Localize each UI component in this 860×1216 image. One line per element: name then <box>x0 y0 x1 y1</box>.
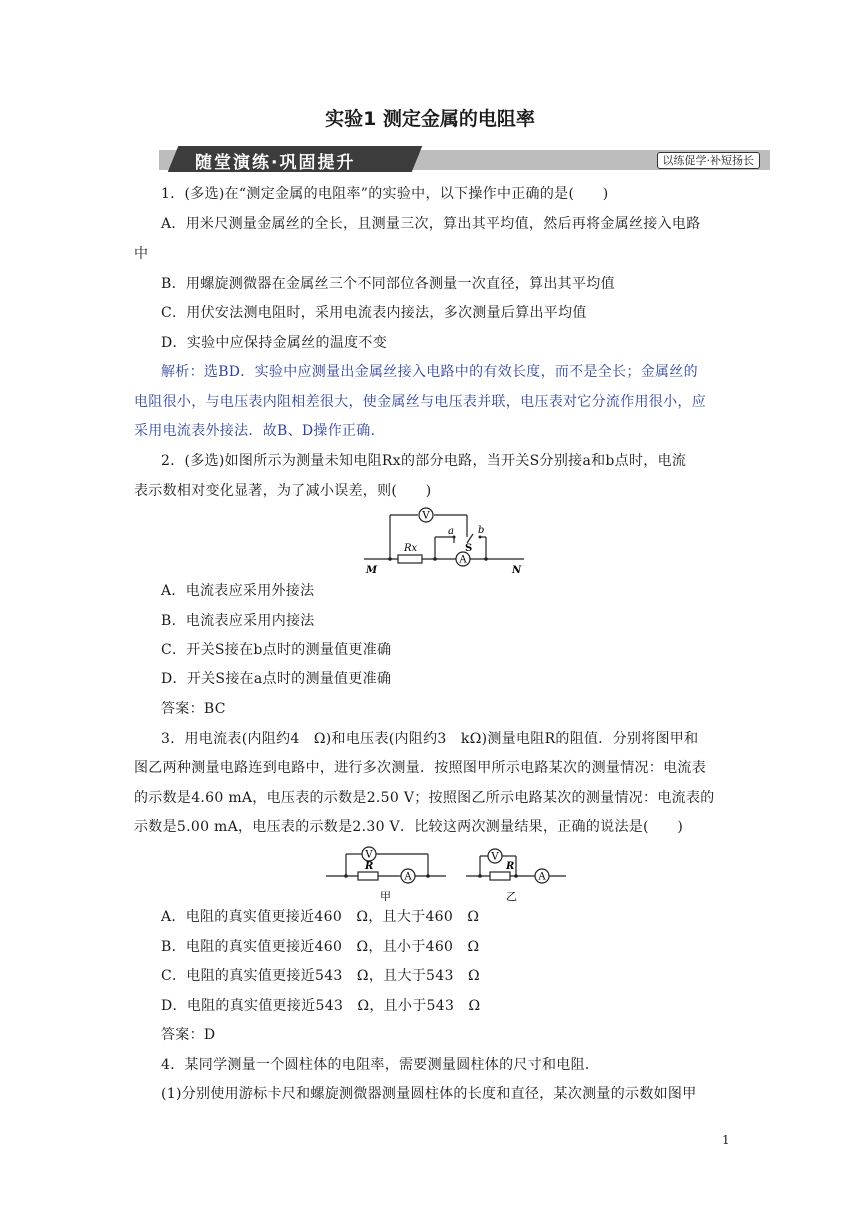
q2-option-d: D．开关S接在a点时的测量值更准确 <box>161 671 392 687</box>
point-b-label: b <box>478 525 485 536</box>
q3-option-c: C．电阻的真实值更接近543 Ω，且大于543 Ω <box>161 968 480 984</box>
q4-part1: (1)分别使用游标卡尺和螺旋测微器测量圆柱体的长度和直径，某次测量的示数如图甲 <box>161 1086 697 1102</box>
banner-title: 随堂演练·巩固提升 <box>195 153 356 173</box>
figure-jia-caption: 甲 <box>380 890 391 903</box>
q3-option-a: A．电阻的真实值更接近460 Ω，且大于460 Ω <box>161 909 480 925</box>
resistor-label-yi: R <box>506 861 515 872</box>
switch-label: S <box>465 543 473 554</box>
point-a-label: a <box>448 526 454 537</box>
q2-stem-2: 表示数相对变化显著，为了减小误差，则( ) <box>134 483 432 499</box>
q1-option-a-cont: 中 <box>134 246 149 262</box>
q1-analysis-1: 解析：选BD．实验中应测量出金属丝接入电路中的有效长度，而不是全长；金属丝的 <box>161 364 698 380</box>
figure-yi-caption: 乙 <box>506 890 517 903</box>
circuit-figure-1 <box>360 505 530 575</box>
q2-option-a: A．电流表应采用外接法 <box>161 583 315 599</box>
q3-answer: 答案：D <box>161 1027 216 1043</box>
ammeter-symbol-jia: A <box>404 871 412 883</box>
rx-label: Rx <box>404 543 418 554</box>
q2-answer: 答案：BC <box>161 701 226 717</box>
ammeter-symbol-yi: A <box>538 871 546 883</box>
page-title: 实验1 测定金属的电阻率 <box>325 108 535 130</box>
banner-tag: 以练促学·补短扬长 <box>657 152 761 169</box>
q3-stem-1: 3．用电流表(内阻约4 Ω)和电压表(内阻约3 kΩ)测量电阻R的阻值．分别将图甲和 <box>161 731 699 747</box>
q2-stem-1: 2．(多选)如图所示为测量未知电阻Rx的部分电路，当开关S分别接a和b点时，电流 <box>161 453 687 469</box>
q1-option-c: C．用伏安法测电阻时，采用电流表内接法，多次测量后算出平均值 <box>161 305 587 321</box>
q4-stem: 4．某同学测量一个圆柱体的电阻率，需要测量圆柱体的尺寸和电阻． <box>161 1057 600 1073</box>
q1-stem: 1．(多选)在“测定金属的电阻率”的实验中，以下操作中正确的是( ) <box>161 186 609 202</box>
voltmeter-symbol-yi: V <box>491 851 499 863</box>
q3-stem-2: 图乙两种测量电路连到电路中，进行多次测量．按照图甲所示电路某次的测量情况：电流表 <box>134 760 706 776</box>
q2-option-b: B．电流表应采用内接法 <box>161 613 315 629</box>
voltmeter-symbol-jia: V <box>365 849 373 861</box>
q3-stem-4: 示数是5.00 mA，电压表的示数是2.30 V．比较这两次测量结果，正确的说法是( ) <box>134 819 684 835</box>
q1-analysis-2: 电阻很小，与电压表内阻相差很大，使金属丝与电压表并联，电压表对它分流作用很小，应 <box>134 394 706 410</box>
q1-option-a: A．用米尺测量金属丝的全长，且测量三次，算出其平均值，然后再将金属丝接入电路 <box>161 216 701 232</box>
section-banner <box>159 146 770 172</box>
resistor-label-jia: R <box>365 861 374 872</box>
point-n-label: N <box>512 565 522 575</box>
circuit-figure-2 <box>322 842 580 908</box>
point-m-label: M <box>366 565 378 575</box>
ammeter-symbol: A <box>459 554 467 566</box>
q1-option-d: D．实验中应保持金属丝的温度不变 <box>161 335 388 351</box>
page-number: 1 <box>722 1133 730 1147</box>
q3-option-d: D．电阻的真实值更接近543 Ω，且小于543 Ω <box>161 998 481 1014</box>
q1-analysis-3: 采用电流表外接法．故B、D操作正确． <box>134 423 385 439</box>
q3-option-b: B．电阻的真实值更接近460 Ω，且小于460 Ω <box>161 939 480 955</box>
voltmeter-symbol: V <box>422 510 430 522</box>
q2-option-c: C．开关S接在b点时的测量值更准确 <box>161 642 392 658</box>
q3-stem-3: 的示数是4.60 mA，电压表的示数是2.50 V；按照图乙所示电路某次的测量情况：电流表的 <box>134 790 715 806</box>
q1-option-b: B．用螺旋测微器在金属丝三个不同部位各测量一次直径，算出其平均值 <box>161 276 615 292</box>
